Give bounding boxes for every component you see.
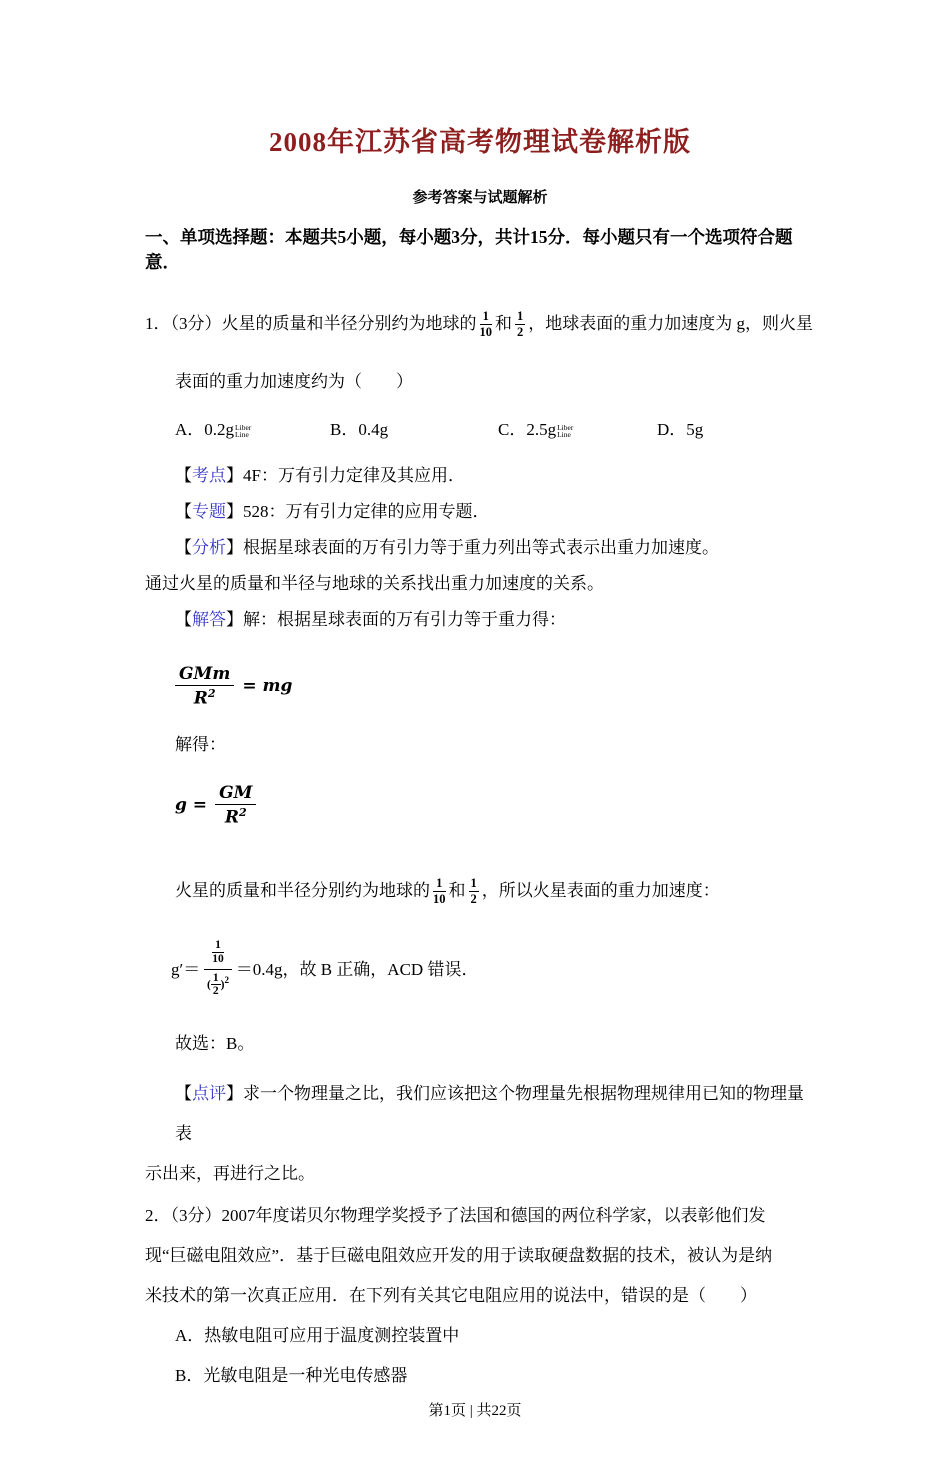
jieda-text: 解：根据星球表面的万有引力等于重力得： [243,610,566,629]
q1-options-row [145,418,815,442]
q1-stem-line1 [145,302,815,346]
fenxi-label: 分析 [192,538,226,557]
formula-g-expression [145,783,815,828]
q1-zhuanti-line [145,494,815,530]
page-title: 2008年江苏省高考物理试卷解析版 [269,127,691,157]
fraction-one-half: $\frac{1}{2}$ [517,309,524,339]
dianping-label: 点评 [192,1083,226,1103]
zhuanti-text: 528：万有引力定律的应用专题． [243,502,490,521]
formula-gravity-equals-weight [145,664,815,709]
kaodian-text: 4F：万有引力定律及其应用． [243,466,465,485]
dianping-text: 求一个物理量之比，我们应该把这个物理量先根据物理规律用已知的物理量表 [175,1083,804,1143]
q1-stem-text-post: ，地球表面的重力加速度为 g，则火星 [528,314,813,333]
q1-option-b: B．0.4g [330,420,389,439]
render-artifact: Liber Line [557,423,574,440]
page-subtitle: 参考答案与试题解析 [412,190,548,206]
formula1-fraction: $\frac{\text{GMm}}{R^2}$ [175,664,234,709]
jieda-label: 解答 [192,610,226,629]
formula3-big-fraction: $\frac{1}{10}$ ( $\frac{1}{2}$ )$^2$ [204,937,232,998]
kaodian-label: 考点 [192,466,226,485]
q1-stem-text-pre: 1．（3分）火星的质量和半径分别约为地球的 [145,314,477,333]
q1-dianping-line1 [145,1074,815,1154]
q1-jieda-mid: 解得： [175,734,226,754]
q1-dianping-block [145,1074,815,1194]
q1-stem-line2: 表面的重力加速度约为（ ） [175,372,413,391]
q1-option-a: A．0.2g Liber Line [175,420,252,440]
q1-stem-text-mid: 和 [495,314,512,333]
fraction-one-tenth: $\frac{1}{10}$ [433,876,446,906]
zhuanti-label: 专题 [192,502,226,521]
q1-option-c: C．2.5g Liber Line [498,420,574,440]
bracket-open: 【 [175,502,192,521]
bracket-close: 】 [226,538,243,557]
fraction-one-tenth: $\frac{1}{10}$ [212,939,224,965]
formula1-rhs: = mg [242,676,293,697]
formula3-rhs: ＝0.4g，故 B 正确，ACD 错误． [235,960,479,980]
q1-mars-ratio-line: 火星的质量和半径分别约为地球的 $\frac{1}{10}$ 和 $\frac{1}{2}$ ，所以火星表面的重力加速度： [175,876,720,906]
q2-stem-line3: 米技术的第一次真正应用．在下列有关其它电阻应用的说法中，错误的是（ ） [145,1285,757,1305]
q1-answer-line: 故选：B。 [175,1033,255,1053]
q1-analysis-block [145,458,815,638]
page-content [0,120,950,1396]
bracket-close: 】 [226,502,243,521]
q2-stem-line1: 2．（3分）2007年度诺贝尔物理学奖授予了法国和德国的两位科学家，以表彰他们发 [145,1205,766,1225]
q2-option-a: A．热敏电阻可应用于温度测控装置中 [175,1325,460,1345]
fraction-one-tenth: $\frac{1}{10}$ [479,309,492,339]
bracket-open: 【 [175,466,192,485]
q1-fenxi-line [145,530,815,566]
fraction-one-half: $\frac{1}{2}$ [470,876,477,906]
fraction-one-half: $\frac{1}{2}$ [212,971,219,998]
formula2-lhs: g = [175,794,208,815]
bracket-open: 【 [175,1083,192,1103]
formula2-fraction: $\frac{GM}{R^2}$ [215,783,256,828]
q2-stem-line2: 现“巨磁电阻效应”．基于巨磁电阻效应开发的用于读取硬盘数据的技术，被认为是纳 [145,1245,773,1265]
bracket-close: 】 [226,610,243,629]
section-heading: 一、单项选择题：本题共5小题，每小题3分，共计15分．每小题只有一个选项符合题意． [145,227,793,272]
q1-dianping-line2: 示出来，再进行之比。 [145,1163,315,1183]
render-artifact: Liber Line [235,423,252,440]
q2-option-b: B．光敏电阻是一种光电传感器 [175,1365,408,1385]
bracket-open: 【 [175,610,192,629]
q1-option-d: D．5g [657,420,704,439]
bracket-close: 】 [226,466,243,485]
q2-block [145,1196,815,1396]
formula3-lhs: g′＝ [171,960,201,980]
q1-kaodian-line [145,458,815,494]
formula-g-prime-result [145,937,815,998]
bracket-close: 】 [226,1083,243,1103]
q1-fenxi-line2: 通过火星的质量和半径与地球的关系找出重力加速度的关系。 [145,574,604,593]
page-footer: 第1页 | 共22页 [428,1403,522,1419]
fenxi-text: 根据星球表面的万有引力等于重力列出等式表示出重力加速度。 [243,538,719,557]
q1-jieda-line [145,602,815,638]
bracket-open: 【 [175,538,192,557]
exam-paper-page [0,120,950,1464]
